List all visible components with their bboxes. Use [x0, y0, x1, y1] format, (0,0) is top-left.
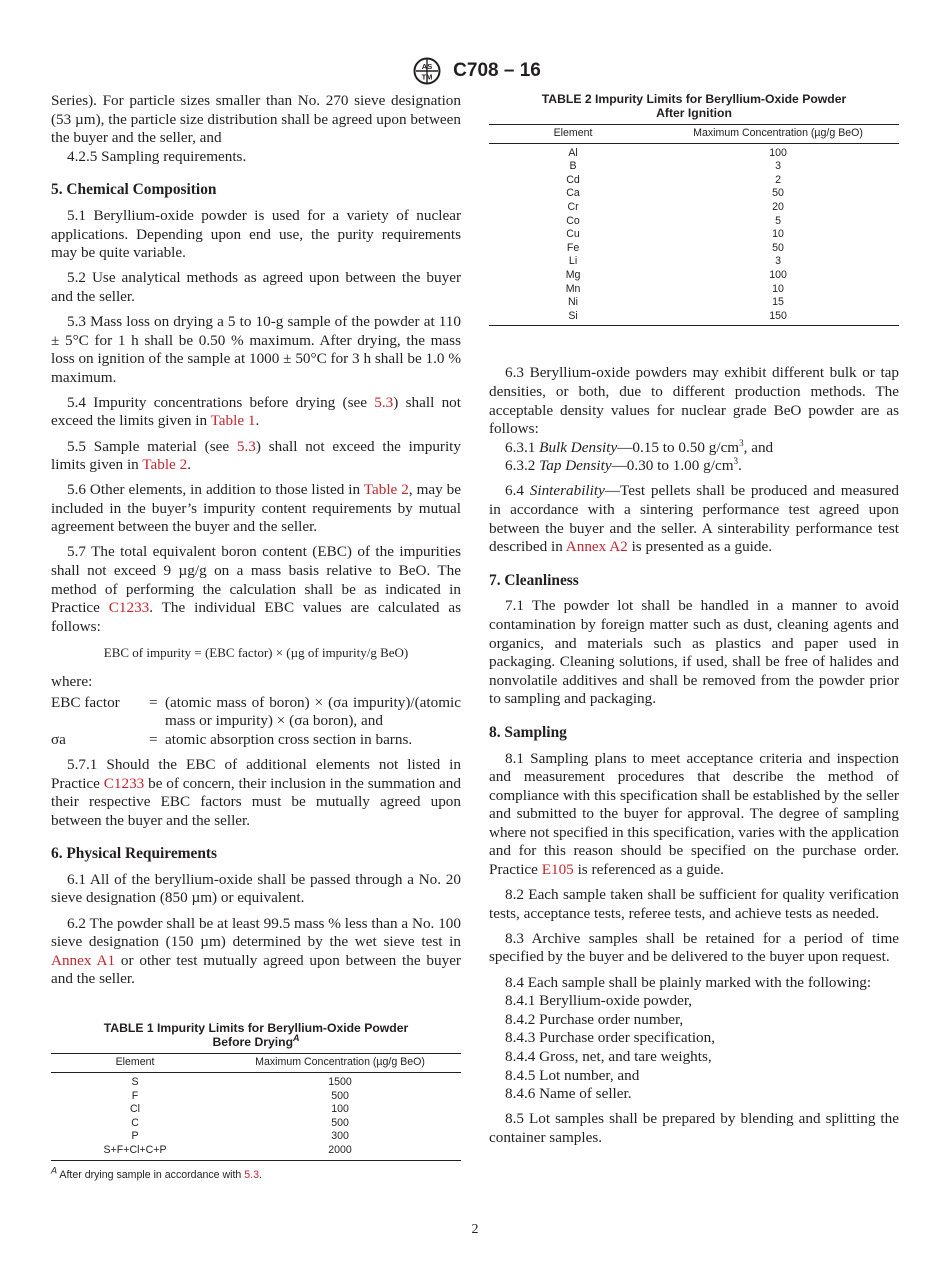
paragraph-8-4-5: 8.4.5 Lot number, and: [505, 1066, 640, 1084]
left-column: [51, 92, 461, 1184]
link-annex-a1[interactable]: Annex A1: [51, 951, 116, 969]
right-column: [489, 92, 899, 1154]
paragraph-5-7: 5.7 The total equivalent boron content (EBC) of the impurities shall not exceed 9 µg/g on a mass basis relative to BeO. The method of performing the calculation shall be as indicated in Practice C1233. The individual EBC values are calculated as follows:: [51, 543, 461, 635]
astm-logo-icon: [409, 56, 445, 86]
table-2-caption: TABLE 2 Impurity Limits for Beryllium-Oxide Powder After Ignition: [541, 92, 847, 120]
paragraph-5-6: 5.6 Other elements, in addition to those listed in Table 2, may be included in the buyer’s impurity content requirements by mutual agreement between the buyer and the seller.: [51, 481, 462, 536]
table-2-header-element: Element: [489, 125, 657, 144]
table-row: Li 3: [568, 255, 781, 268]
link-c1233[interactable]: C1233: [108, 599, 150, 617]
section-5-heading: 5. Chemical Composition: [51, 181, 217, 199]
table-1: [51, 1053, 461, 1160]
paragraph-8-5: 8.5 Lot samples shall be prepared by blending and splitting the container samples.: [489, 1110, 899, 1146]
svg-text:AS: AS: [421, 62, 433, 71]
paragraph-8-4-2: 8.4.2 Purchase order number,: [505, 1010, 684, 1028]
table-row: S+F+Cl+C+P 2000: [51, 1144, 461, 1160]
table-row: Ni 15: [568, 296, 784, 309]
table-1-caption: TABLE 1 Impurity Limits for Beryllium-Oxide Powder Before Drying$^A$: [103, 1021, 409, 1050]
table-row: S 1500: [131, 1076, 352, 1089]
table-row: Fe 50: [566, 241, 784, 254]
paragraph-6-2: 6.2 The powder shall be at least 99.5 mass % less than a No. 100 sieve designation (150 µm) determined by the wet sieve test in Annex A1 or other test mutually agreed upon between the buyer and the seller.: [51, 914, 461, 988]
paragraph-8-4-4: 8.4.4 Gross, net, and tare weights,: [505, 1047, 712, 1065]
table-row: Cr 20: [567, 200, 784, 213]
link-5-3[interactable]: 5.3: [244, 1168, 259, 1181]
paragraph-6-3-2: 6.3.2 Tap Density—0.30 to 1.00 $g/cm^3$.: [505, 456, 742, 475]
paragraph-5-1: 5.1 Beryllium-oxide powder is used for a variety of nuclear applications. Depending upon end use, the purity requirements may be quite variable.: [51, 206, 461, 262]
link-table-2[interactable]: Table 2: [142, 456, 188, 474]
paragraph-8-4-6: 8.4.6 Name of seller.: [505, 1085, 632, 1103]
paragraph-8-4: 8.4 Each sample shall be plainly marked with the following:: [505, 973, 872, 991]
paragraph-8-4-3: 8.4.3 Purchase order specification,: [505, 1029, 716, 1047]
paragraph-8-4-1: 8.4.1 Beryllium-oxide powder,: [505, 992, 693, 1010]
paragraph-5-4: 5.4 Impurity concentrations before drying (see 5.3) shall not exceed the limits given in Table 1.: [51, 393, 461, 430]
paragraph-5-2: 5.2 Use analytical methods as agreed upon between the buyer and the seller.: [51, 269, 461, 305]
definition-list: [51, 694, 461, 750]
document-designation: C708 – 16: [453, 60, 541, 81]
table-row: P 300: [131, 1130, 349, 1143]
link-5-3[interactable]: 5.3: [236, 437, 256, 455]
paragraph-5-7-1: 5.7.1 Should the EBC of additional elements not listed in Practice C1233 be of concern, their inclusion in the summation and their respective EBC factors must be mutually agreed upon between the buyer and the seller.: [51, 755, 461, 829]
paragraph-8-1: 8.1 Sampling plans to meet acceptance criteria and inspection and measurement procedures that describe the method of compliance with this specification shall be established by the seller and submitted to the buyer for approval. The degree of sampling where not specified in this specification, varies with the application and for this reason should be specified on the purchase order. Practice E105 is referenced as a guide.: [489, 749, 899, 879]
link-5-3[interactable]: 5.3: [374, 393, 394, 411]
section-7-heading: 7. Cleanliness: [489, 571, 579, 589]
paragraph-7-1: 7.1 The powder lot shall be handled in a manner to avoid contamination by foreign matter such as dust, cleaning agents and organics, and materials such as plastics and paper used in packaging. Cleaning solutions, if used, shall be free of halides and nonvolatile additives and shall be removed from the powder prior to sampling and packaging.: [489, 597, 899, 708]
section-6-heading: 6. Physical Requirements: [51, 845, 218, 863]
table-row: Al 100: [568, 146, 787, 159]
paragraph-8-3: 8.3 Archive samples shall be retained for a period of time specified by the buyer and be delivered to the buyer upon request.: [489, 929, 899, 966]
table-row: Cl 100: [130, 1103, 349, 1116]
paragraph-6-3-1: 6.3.1 Bulk Density—0.15 to 0.50 $g/cm^3$, and: [505, 437, 774, 456]
link-table-2[interactable]: Table 2: [363, 481, 409, 499]
table-row: Cd 2: [566, 173, 781, 186]
table-row: Cu 10: [566, 228, 784, 241]
table-row: Ca 50: [566, 187, 784, 200]
definition-ebc-factor: EBC factor = (atomic mass of boron) × (σa impurity)/(atomic mass or impurity) × (σa boron), and: [51, 693, 461, 730]
table-1-footnote: $^A$ After drying sample in accordance with 5.3.: [51, 1165, 262, 1181]
table-1-header-concentration: Maximum Concentration (µg/g BeO): [219, 1054, 461, 1073]
table-row: Co 5: [566, 214, 781, 227]
ebc-equation: EBC of impurity = (EBC factor) × (µg of impurity/g BeO): [103, 645, 409, 661]
paragraph-continuation: Series). For particle sizes smaller than No. 270 sieve designation (53 µm), the particle size distribution shall be agreed upon between the buyer and the seller, and: [51, 92, 461, 147]
table-row: C 500: [131, 1116, 349, 1129]
definition-sigma-a: σa = atomic absorption cross section in barns.: [51, 730, 413, 748]
link-annex-a2[interactable]: Annex A2: [565, 538, 628, 556]
svg-text:TM: TM: [421, 72, 433, 82]
link-e105[interactable]: E105: [541, 861, 574, 879]
paragraph-4-2-5: 4.2.5 Sampling requirements.: [67, 147, 247, 165]
table-row: Mn 10: [565, 282, 784, 295]
paragraph-6-3: 6.3 Beryllium-oxide powders may exhibit different bulk or tap densities, or both, due to different production methods. The acceptable density values for nuclear grade BeO powder are as follows:: [489, 364, 899, 438]
table-row: F 500: [131, 1089, 349, 1102]
table-row: Si 150: [489, 310, 899, 326]
table-row: B 3: [569, 160, 781, 173]
table-2: [489, 124, 899, 326]
page-number: 2: [471, 1222, 479, 1237]
page-header: [0, 56, 950, 86]
paragraph-6-4: 6.4 Sinterability—Test pellets shall be produced and measured in accordance with a sintering performance test agreed upon between the buyer and the seller. A sinterability performance test described in Annex A2 is presented as a guide.: [489, 482, 899, 556]
paragraph-6-1: 6.1 All of the beryllium-oxide shall be passed through a No. 20 sieve designation (850 µm) or equivalent.: [51, 870, 461, 907]
paragraph-8-2: 8.2 Each sample taken shall be sufficient for quality verification tests, acceptance tests, referee tests, and achieve tests as needed.: [489, 886, 899, 922]
section-8-heading: 8. Sampling: [489, 723, 567, 741]
paragraph-5-5: 5.5 Sample material (see 5.3) shall not exceed the impurity limits given in Table 2.: [51, 437, 461, 474]
link-c1233[interactable]: C1233: [103, 774, 145, 792]
paragraph-5-3: 5.3 Mass loss on drying a 5 to 10-g sample of the powder at 110 ± 5°C for 1 h shall be 0.50 % maximum. After drying, the mass loss on ignition of the sample at 1000 ± 50°C for 3 h shall be 1.0 % maximum.: [51, 312, 461, 386]
table-1-header-element: Element: [51, 1054, 219, 1073]
link-table-1[interactable]: Table 1: [210, 412, 256, 430]
table-row: Mg 100: [565, 268, 787, 281]
table-2-header-concentration: Maximum Concentration (µg/g BeO): [657, 125, 899, 144]
where-label: where:: [51, 673, 93, 691]
